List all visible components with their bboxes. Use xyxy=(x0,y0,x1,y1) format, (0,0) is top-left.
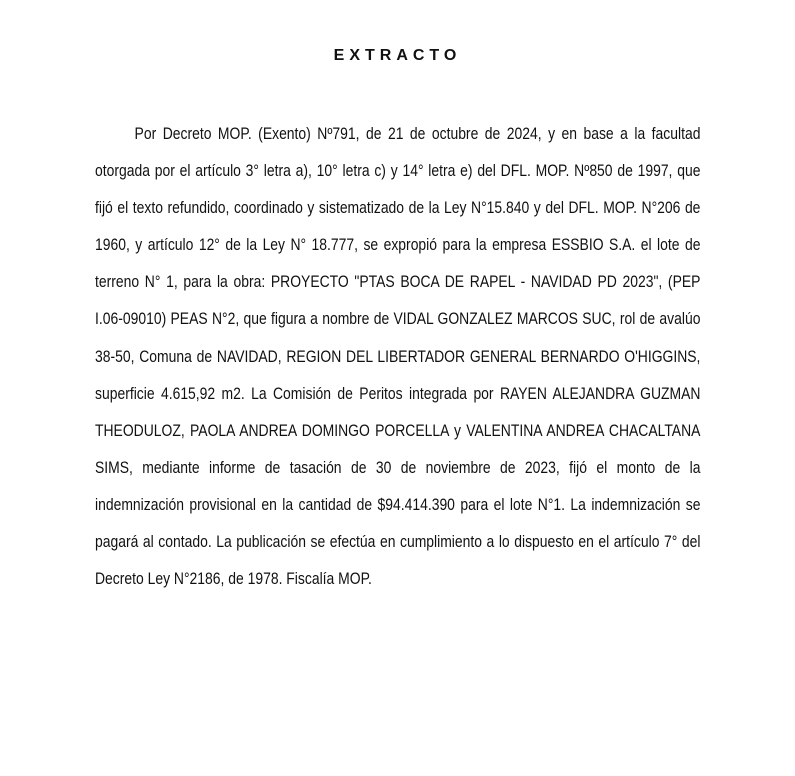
document-title: EXTRACTO xyxy=(333,47,462,64)
body-paragraph: Por Decreto MOP. (Exento) Nº791, de 21 de octubre de 2024, y en base a la facultad otorgada por el artículo 3° letra a), 10° letra c) y 14° letra e) del DFL. MOP. Nº850 de 1997, que fijó el texto refundido, coordinado y sistematizado de la Ley N°15.840 y del DFL. MOP. N°206 de 1960, y artículo 12° de la Ley N° 18.777, se expropió para la empresa ESSBIO S.A. el lote de terreno N° 1, para la obra: PROYECTO "PTAS BOCA DE RAPEL - NAVIDAD PD 2023", (PEP I.06-09010) PEAS N°2, que figura a nombre de VIDAL GONZALEZ MARCOS SUC, rol de avalúo 38-50, Comuna de NAVIDAD, REGION DEL LIBERTADOR GENERAL BERNARDO O'HIGGINS, superficie 4.615,92 m2. La Comisión de Peritos integrada por RAYEN ALEJANDRA GUZMAN THEODULOZ, PAOLA ANDREA DOMINGO PORCELLA y VALENTINA ANDREA CHACALTANA SIMS, mediante informe de tasación de 30 de noviembre de 2023, fijó el monto de la indemnización provisional en la cantidad de $94.414.390 para el lote N°1. La indemnización se pagará al contado. La publicación se efectúa en cumplimiento a lo dispuesto en el artículo 7° del Decreto Ley N°2186, de 1978. Fiscalía MOP. xyxy=(95,125,701,589)
document-body xyxy=(95,116,700,598)
